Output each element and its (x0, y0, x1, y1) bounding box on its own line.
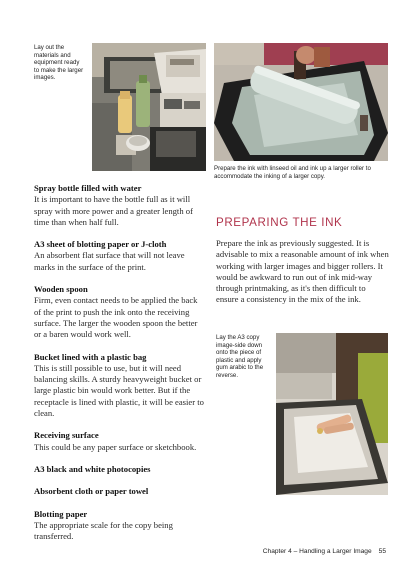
material-heading: Absorbent cloth or paper towel (34, 486, 149, 497)
material-body: This could be any paper surface or sketchbook. (34, 441, 197, 452)
material-heading: Spray bottle filled with water (34, 183, 142, 193)
material-heading: A3 sheet of blotting paper or J-cloth (34, 239, 167, 250)
photo-materials-laid-out (92, 43, 206, 171)
material-body: This is still possible to use, but it will need balancing skills. A sturdy heavyweight bucket or large plastic bin would work better. But if the receptacle is lined with plastic, it will be easier to clean. (34, 362, 204, 419)
material-body: Firm, even contact needs to be applied the back of the print to push the ink onto the receiving surface. The larger the wooden spoon the better or a baren would work well. (34, 295, 198, 340)
material-heading: Receiving surface (34, 430, 99, 441)
photo-applying-gum-arabic (276, 333, 388, 495)
material-item (34, 284, 206, 340)
photo-inking-roller (214, 43, 388, 161)
material-item (34, 464, 206, 475)
section-heading-preparing-ink: PREPARING THE INK (216, 216, 343, 229)
material-heading: Bucket lined with a plastic bag (34, 351, 147, 362)
material-heading: Wooden spoon (34, 284, 88, 295)
material-item (34, 430, 206, 453)
material-heading: A3 black and white photocopies (34, 463, 151, 474)
caption-gum-arabic: Lay the A3 copy image-side down onto the piece of plastic and apply gum arabic to the reverse. (216, 334, 264, 379)
section-body-text: Prepare the ink as previously suggested. It is advisable to mix a reasonable amount of ink when working with larger images and bigger rollers. It would be awkward to run out of ink mid-way through printmaking, as it's then difficult to ensure a consistency in the mix of the ink. (216, 238, 389, 305)
material-item (34, 509, 206, 543)
material-item (34, 352, 206, 420)
material-body: It is important to have the bottle full as it will spray with more power and a greater length of time than when half full. (34, 194, 193, 227)
material-body: The appropriate scale for the copy being transferred. (34, 519, 173, 542)
materials-list (34, 183, 206, 553)
material-body: An absorbent flat surface that will not leave marks in the surface of the print. (34, 250, 185, 272)
material-item (34, 239, 206, 273)
footer-chapter: Chapter 4 – Handling a Larger Image (262, 548, 372, 555)
caption-materials: Lay out the materials and equipment ready to make the larger images. (34, 44, 84, 82)
section-body (216, 238, 390, 306)
caption-inking: Prepare the ink with linseed oil and ink up a larger roller to accommodate the inking of a larger copy. (214, 165, 371, 180)
page-footer (263, 548, 386, 555)
material-heading: Blotting paper (34, 508, 88, 519)
material-item (34, 486, 206, 497)
page-number: 55 (378, 548, 386, 555)
material-item (34, 183, 206, 228)
